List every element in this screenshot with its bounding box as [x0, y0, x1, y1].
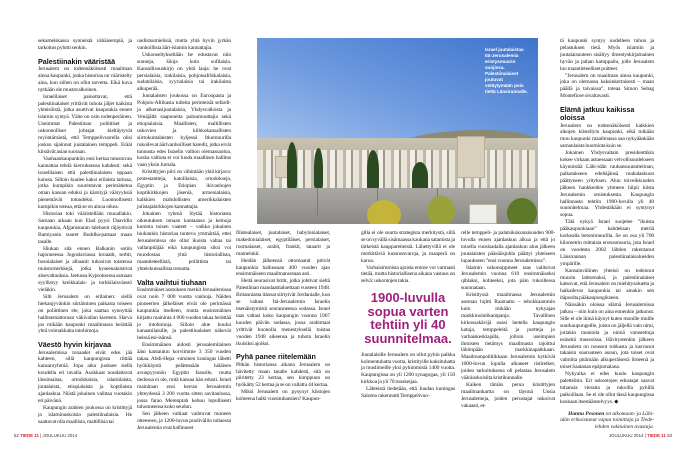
body-paragraph: Näissäkin oloissa elämä Jerusalemissa jatkuu – niin kuin on aina ennenkin jatkunut. Sille ei ole ikinä käynyt kuten monille muille suurkaupungeille, joista on jäljellä vain nimi, joitakin raunioita ja nimiä varustettuja esineitä museoissa. Hävitystenkin jälkeen Jerusalem on noussut tuhkasta ja kasvanut takaisin suuruuteen asuun, jota toiset ovat valmiita pitämään alkuperäisenä ilmeenä ja toiset Saatanan epäjumalana. [560, 302, 654, 371]
body-paragraph: Jokainen Yhdysvaltain presidenttikin kokee virkaan astuessaan velvollisuudekseen käynnistää Lähi-idän rauhansuunnitelman, paikatakseen edeltäjänsä mahalaskuun päättyneen yrityksen. Alun toiveikkuuden jälkeen hankkeiden ytimeen hiipii kiista Jerusalemin omistuksesta. Kaupungin hallinnasta tehtiin 1900-luvulla yli 40 suunnitelmaa. Yhdestäkään ei syntynyt sopua. [560, 150, 654, 219]
body-paragraph: Kaupungin arabien joukossa on kristittyjä ja islaminuskoisia palestiinalaisia. He saattavat olla maallisia, maltillisia tai [38, 404, 132, 425]
photo-bush [507, 198, 537, 224]
footer-left: 52 TIEDE 11 | JOULUKUU 2014 [14, 433, 78, 438]
section-heading: Valta vaihtui tiuhaan [137, 277, 207, 287]
article-column-1 [38, 38, 132, 426]
magazine-issue: TIEDE 11 [647, 433, 666, 438]
author-byline [560, 411, 654, 431]
body-paragraph: Varhaisimmista ajoista emme voi varmasti tietää, mutta historiallisena aikana vastaus on selvä: uskontojen takia. [361, 264, 455, 285]
author-bio: on ulkomaan- ja Lähi-idän erikoistunut vapaa toimittaja ja Tiede-lehden vakituinen avustaja. [560, 410, 654, 430]
body-paragraph: Israelilaiset painottavat, että palestiinalaiset yrittävät tuhota jäljet kaikista yhteisöistä, jotka asuttivat kaupunkia ennen islamin syntyä. Väite on osin todenperäinen. Useimmat Palestiinan poliittiset ja uskonnolliset johtajat kieltäytyvät myöntämästä, että Temppelivuorella olisi joskus sijainnut juutalainen temppeli. Eräät kiistävät asian suoraan. [38, 93, 132, 155]
body-paragraph: uudistusmielisiä, mutta yhtä hyvin jyrkän vanhoillisia ääri-islamin kannattajia. [137, 38, 231, 51]
section-heading: Väestö hyvin kirjavaa [38, 340, 112, 350]
body-paragraph: Juutalaisten joukossa on Euroopasta ja Pohjois-Afrikasta tulleita perinteisiä sefardi- ja aškenasijuutalaisia, Yhdysvalloista ja Venäjältä saapuneita paluumuuttajia sekä etiopialaisia. Maallisten, maltillisten uskovien ja kiihkokansallisten siirtokuntalaisten kyljessä Itkumuurilla rukoilevat äärivanhoilliset haredit, jotka eivät tunnusta edes Israelin valtion olemassaoloa, koska valtiota ei voi luoda maallinen hallitus vaan yksin Jumala. [137, 93, 231, 169]
body-paragraph: Juutalaisille Jerusalem on ollut pyhin paikka kolmentuhatta vuotta, kristityille kaksituhatta ja muslimeille yksi pyhimmistä 1400 vuotta. Kaupungissa on yli 1200 synagogaa, yli 150 kirkkoa ja yli 70 moskeijaa. [361, 351, 455, 386]
photo-caption: Israel juutalaistaa Itä-Jerusalemia eristysmuurin suojissa. Palestiinalaiset joutuvat vetäytymään pois tieltä Länsirannalle. [485, 47, 528, 94]
article-column-5 [461, 230, 555, 410]
page-number: 53 [667, 433, 672, 438]
issue-date: JOULUKUU 2014 [608, 433, 644, 438]
body-paragraph: Pitkän historiansa aikana Jerusalem on hävitetty maan tasalle kahdesti, sitä on piiritetty 23 kertaa, sen kimppuun on hyökätty 52 kertaa ja se on vallattu 44 kertaa. [236, 361, 330, 389]
author-name: Hannu Pesonen [568, 410, 605, 417]
body-paragraph: Kaiken tämän perua kristittyjen maailmankartta on täynnä Uusia Jerusalemeja, joiden perustajat uskoivat vakaasti, et- [461, 381, 555, 409]
body-paragraph: Kristittyjen piiri on vähintään yhtä kirjava: protestantteja, katolilaisia, ortodokseja, Egyptin ja Etiopian ikivanhojen koptikirkkojen jäseniä, armenialaisia, kaikkien mahdollisten amerikkalaisten julistajakirkkojen kannattajia. [137, 169, 231, 210]
footer-right: JOULUKUU 2014 | TIEDE 11 53 [608, 433, 672, 438]
body-paragraph: relle temppeli- ja palatsikokonaisuuden 900-luvulla ennen ajanlaskun alkua ja että jo toisella vuosisadalla ajanlaskun alun jälkeen juutalaisten pääsiäisjuhla päättyi yhteiseen lupaukseen ”ensi vuonna Jerusalemissa”. [461, 230, 555, 264]
body-paragraph: Tätä nykyä Israel suojelee ”ikuista pääkaupunkiaan” kahdeksan metriä korkealla betonimuurilla. Se on osa yli 700 kilometrin mittaista erotusmuuria, jota Israel on vuodesta 2002 lähtien rakentanut Länsirannan palestiinalaisalueiden ympärille. [560, 219, 654, 267]
article-column-3 [236, 230, 330, 403]
photo-tree [287, 142, 297, 188]
photo-bush [427, 196, 455, 224]
photo-building [457, 136, 485, 178]
body-paragraph: Islamin uskonoppineet taas valitsivat Jerusalemin vuonna 610 ensimmäiseksi qiblaksi, kohteeksi, jota päin rukoillessa suunnataan. [461, 264, 555, 292]
body-paragraph: Miksi Jerusalem on pysynyt kiistojen kohteena halki vuosituhansien? Kaupun- [236, 389, 330, 403]
article-column-2 [137, 38, 231, 432]
body-paragraph: Ensimmäinen aidosti jerusalemilainen ääni kantautuu korviimme 3 350 vuoden takaa. Abdi-Hepa -niminen kuningas lähetti hyökkäystä pelätessään hätäisen avunpyynnön Egyptin faraolle, mutta tiedossa ei ole, mitä kansaa hän edusti. Israel mainitaan ensi kerran Jerusalemin yhteydessä 3 200 vuotta sitten savitaulussa, jossa farao Merenptah kehuu lopullisesti tuhonneensa koko seudun. [137, 342, 231, 411]
body-paragraph: filistealaiset, juutalaiset, babylonialaiset, makedonialaiset, egyptiläiset, persialaiset, roomalaiset, arabit, frankit, tataarit ja mamelukit. [236, 230, 330, 257]
body-paragraph: Jokainen ryhmä löytää historiasta oikeutuksen omaan kantaansa ja keinoja kumota toisen vaateet – vaikka jokainen hiukankin historiaa tunteva ymmärtää, ettei Jerusalemissa ole ollut ikuista valtaa tai vallanpitäjää eikä kaupungista siksi voi muodostaa yhtä historiallista, maantieteellistä, poliittista tai yhteiskunnallista totuutta. [137, 210, 231, 272]
pull-quote: 1900-luvulla sopua varten tehtiin yli 40 suunnitelmaa. [364, 290, 452, 347]
body-paragraph: Heitä seurasivat britit, jotka johtivat sieltä Palestiinan mandaattialuettaan vuoteen 1948. Britanniasta itäosat siirtyivät Jordanialle, kun se valtasi Itä-Jerusalemin Israelin itsenäistymistä seuranneessa sodassa. Israel taas valtasi koko kaupungin vuonna 1967 kuuden päivän sodassa, jossa arabimaat yrittivät huonolla menestyksellä toistaa vuoden 1948 aikeensa ja tuhota Israelin ikuisiksi ajoiksi. [236, 278, 330, 347]
body-paragraph: tä kaupunki syntyy uudelleen tuhon ja pelastuksen tietä. Myös islamiin ja juutalaisuuteen sisältyy ilmestyskirjamainen hyvän ja pahan kamppailu, jolle Jerusalem luo maantieteelliset puitteet. [560, 38, 654, 72]
body-paragraph: sekamelskassa synneistä vähäisempiä, ja tarkoitus pyhitti senkin. [38, 38, 132, 51]
issue-date: JOULUKUU 2014 [42, 433, 78, 438]
photo-tree [314, 148, 323, 188]
body-paragraph: Lähteistä tiedetään, että Juudan kuningas Salomo rakennutti Temppelivuo- [361, 386, 455, 400]
body-paragraph: Heidän jälkeensä ottomaanit pitivät kaupunkia hallussaan 400 vuoden ajan ensimmäiseen maailmansotaan asti. [236, 257, 330, 278]
magazine-issue: TIEDE 11 [20, 433, 39, 438]
article-column-4 [361, 230, 455, 400]
section-heading: Pyhä panee riitelemään [236, 352, 316, 362]
body-paragraph: Jerusalemissa tonaadet eivät edes jää kahteen, sillä kaupungissa riittää kansanryhmiä. Jopa aika juoksee siellä koudella eri tavalla. Asukkaat noudattavat länsimaista, ortodoksista, islamilaista, juutalaista, etiopialaista ja koptilaista ajanlaskua. Niistä jokainen vaihtaa vuotakin eri päivänä. [38, 349, 132, 404]
body-paragraph: Vanhaankaupunkiin ensi kertaa tutustuvan kannattaa tehdä kierroksensa kahdesti: sekä israelilaisen että palestiinalaisen oppaan kanssa. Silloin kuulee kaksi erilaista tarinaa, jotka kumpikin suurentavat perimätietoa oman kansan eduksi ja kärsityjä vääryyksiä pienentävät totuudeksi. Luonnollisesti kumpikin toteaa, että se on ainoa oikea. [38, 155, 132, 211]
body-paragraph: Sen jälkeen valtiaat vaihtuvat moneen otteeseen, ja 1200-luvun puoliväliin tultaessa Jerusalemia ovat hallinneet [137, 411, 231, 432]
photo-bush [367, 200, 401, 224]
body-paragraph: Jerusalem on todennäköisesti maailman ainoa kaupunki, jonka historiaa on vääristelty aina, kun siihen on ollut tarvetta. Eikä kuva nytkään ole mustavalkoinen. [38, 66, 132, 93]
body-paragraph: Hiukan sitä ennen Balkanin sotiin hajonneessa Jugoslaviassa kroaatit, serbit, bosnialaiset ja albaanit tuhosivat toistensa muistomerkkejä, jotka kyseenalaistivat aluevaltauksia. Jaetussa Kyproksessa samaan syyllistyy kreikkalais- ja turkkilaisväestö vieläkin. [38, 245, 132, 294]
photo-guardhouse [469, 204, 497, 224]
section-heading: Elämä jatkuu kaikissa oloissa [560, 105, 635, 123]
section-heading: Palestiinakin vääristää [38, 56, 116, 66]
page-number: 52 [14, 433, 19, 438]
article-column-6 [560, 38, 654, 431]
body-paragraph: gilla ei ole suurta strategista merkitystä, sillä se on syvällä sisämaassa kaukana satamista ja tärkeistä kauppareiteistä. Lähettyvillä ei ole merkittäviä luonnonvaroja, ja maaperä on karua. [361, 230, 455, 264]
body-paragraph: ”Jerusalem on maailman ainoa kaupunki, joka on olemassa kaksinkertaisesti – maan päällä ja taivaissa”, toteaa Simon Sebag Montefiore oivaltavasti. [560, 72, 654, 100]
body-paragraph: Ensimmäiset asutuksen merkit Jerusalemissa ovat noin 7 000 vuotta vanhoja. Näiden pioneerien jälkeläiset eivät ole perimässä kaupunkia itselleen, mutta ensimmäinen kirjattu maininta 4 000 vuoden takaa herättää jo intohimoja. Silloin alue kuului kanaanilaisille, ja palestiinalaiset näkevät heissä esi-isänsä. [137, 287, 231, 342]
photo-tree [367, 150, 379, 190]
body-paragraph: Kansainvälinen yhteisö on todennut muurin laittomaksi, ja palestiinalaiset katsovat, että Jerusalem on miehitysaluetta ja haikailevat kaupunkia tai ainakin sen itäpuolta pääkaupungikseen. [560, 267, 654, 302]
body-paragraph: Jerusalem on todennäköisesti kaikkien aikojen kiistellyin kaupunki, eikä mikään muu kaupunki maailmassa saa nykyäänkään samanlaista huomiota kuin se. [560, 122, 654, 150]
body-paragraph: Silti Jerusalem on erilainen: siellä hiekanjyvänkin siirtäminen paikasta toiseen on poliittinen ele, joka saattaa synnyttää hallitsemattoman väkivallan kierteen. Harva jos mikään kaupunki maailmassa herättää yhtä voimakkaita intohimoja. [38, 293, 132, 335]
photo-city [257, 150, 538, 190]
body-paragraph: Historiaa toki vääristellään muuallakin. Samaan aikaan kun Elad pyysi Daavidin kaupunkia, Afganistanin talebanit räjäyttivät Bamiyanin suuret Buddha-patsaat maan tasalle. [38, 211, 132, 245]
body-paragraph: Kristityssä maailmassa Jerusalemin aseman lujitti Raamattu – tehokkaammin kuin mikään nykyajan markkinointikampanja. Tavallinen kirkossakävijä osasi luetella kaupungin katuja, temppeleitä ja portteja jo varhaiskeskiajalla, jolloin useimpien ihmisten tietämys maailmasta rajoittui lähimpään markkinapaikkaan. Maailmanpolitiikkaan Jerusalemin kytkivät 1000-luvun lopulla alkaneet ristiretket, joiden tarkoituksena oli pelastaa Jerusalem vääräuskoisilta kristikunnalle. [461, 292, 555, 382]
body-paragraph: Uskonseltykseltään he edustavat niin sunneja, šiioja kuin sufilaisia. Kansallisuuskirjo on yhtä laaja: he ovat persialaisia, irakilaisia, pohjoisafrikkalaisia, sudanilaisia, syyrialaisia tai irakilaista alkuperää. [137, 51, 231, 93]
photo-tree [412, 162, 428, 190]
photo-wall-seam [317, 188, 318, 216]
body-paragraph: Nykyaika ei edes kuulu kaupungin paletteihin. Eri uskontojen edustajat saavat tuhansia vieraita ja rukoilla pyhillä paikoillaan. Se ei ole ollut tässä kaupungissa koskaan itsestäänselvyys. ◆ [560, 371, 654, 405]
